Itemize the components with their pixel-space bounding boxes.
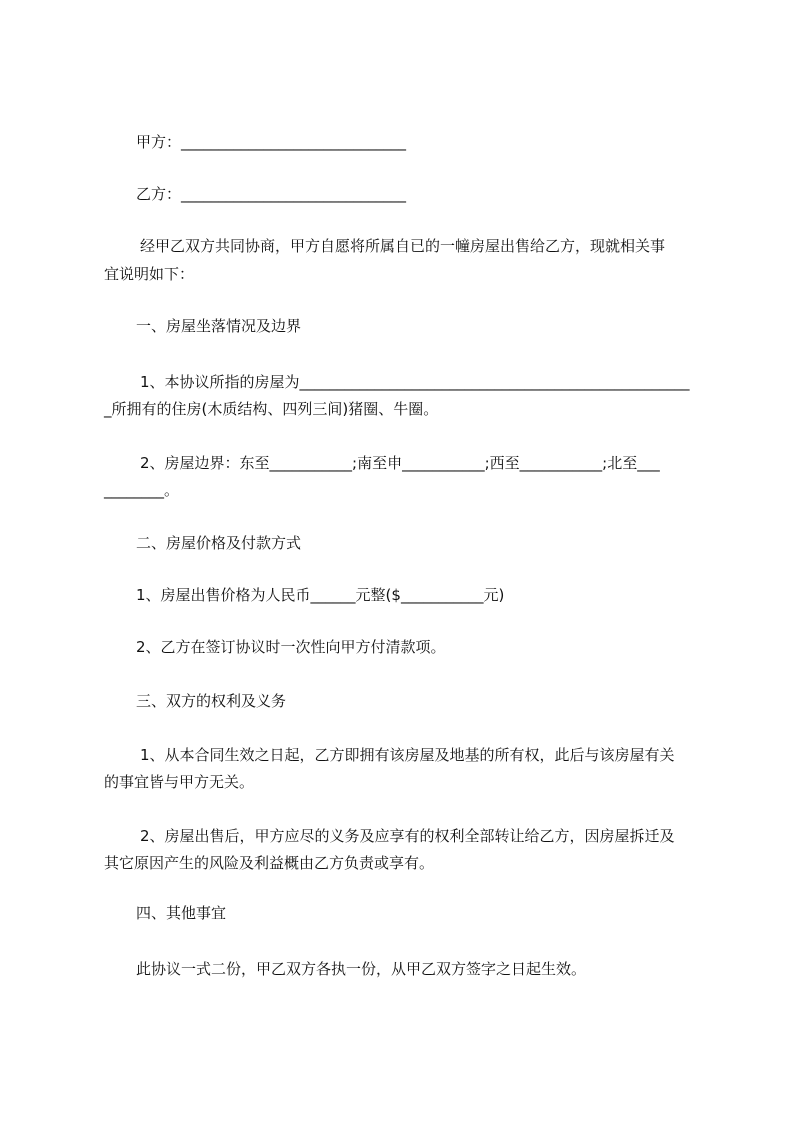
s4-text: 此协议一式二份，甲乙双方各执一份，从甲乙双方签字之日起生效。 xyxy=(136,960,587,978)
section-2-title: 二、房屋价格及付款方式 xyxy=(136,534,302,552)
section-3-title: 三、双方的权利及义务 xyxy=(136,692,287,710)
s3-item1-line1: 1、从本合同生效之日起，乙方即拥有该房屋及地基的所有权，此后与该房屋有关 xyxy=(140,746,675,764)
section-1-title: 一、房屋坐落情况及边界 xyxy=(136,317,302,335)
s2-item2: 2、乙方在签订协议时一次性向甲方付清款项。 xyxy=(136,638,446,656)
s1-item1-line1: 1、本协议所指的房屋为____________________________________________________ xyxy=(140,373,690,391)
s3-item1-line2: 的事宜皆与甲方无关。 xyxy=(104,773,255,791)
s3-item2-line1: 2、房屋出售后，甲方应尽的义务及应享有的权利全部转让给乙方，因房屋拆迁及 xyxy=(140,827,675,845)
s1-item1-line2: _所拥有的住房(木质结构、四列三间)猪圈、牛圈。 xyxy=(104,400,439,418)
party-b-line: 乙方：______________________________ xyxy=(136,185,407,203)
intro-line-1: 经甲乙双方共同协商，甲方自愿将所属自已的一幢房屋出售给乙方，现就相关事 xyxy=(140,237,666,255)
section-4-title: 四、其他事宜 xyxy=(136,904,227,922)
s2-item1: 1、房屋出售价格为人民币______元整($___________元) xyxy=(136,586,505,604)
intro-line-2: 宜说明如下： xyxy=(104,265,195,283)
s1-item2-line2: ________。 xyxy=(104,481,180,499)
party-a-line: 甲方：______________________________ xyxy=(136,133,407,151)
s1-item2-line1: 2、房屋边界：东至___________;南至申___________;西至___________;北至___ xyxy=(140,454,660,472)
s3-item2-line2: 其它原因产生的风险及利益概由乙方负责或享有。 xyxy=(104,854,435,872)
